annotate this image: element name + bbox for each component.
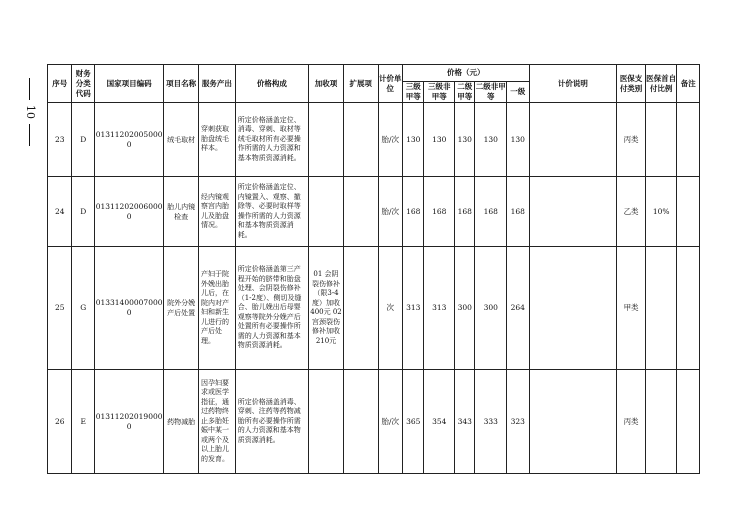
- page-number-dash-bottom: [29, 124, 30, 146]
- cell-remarks: [677, 247, 700, 370]
- cell-self-pay-ratio: [645, 247, 677, 370]
- cell-seq: 26: [48, 370, 72, 474]
- cell-extension: [343, 370, 378, 474]
- cell-insurance-type: 丙类: [617, 103, 646, 177]
- cell-level1: 323: [507, 370, 530, 474]
- cell-service-output: 穿刺获取胎盘绒毛样本。: [198, 103, 235, 177]
- table-row: [48, 103, 700, 177]
- cell-unit: 胎/次: [378, 370, 402, 474]
- header-national-code: 国家项目编码: [94, 65, 163, 103]
- header-self-pay-ratio: 医保首自付比例: [645, 65, 677, 103]
- table-row: [48, 177, 700, 247]
- header-level1: 一级: [507, 82, 530, 103]
- header-level3n: 三级非甲等: [424, 82, 455, 103]
- cell-service-output: 因孕妇要求或医学指征，通过药物终止多胎妊娠中某一或两个及以上胎儿的发育。: [198, 370, 235, 474]
- cell-level1: 168: [507, 177, 530, 247]
- cell-price-composition: 所定价格涵盖消毒、穿刺、注药等药物减胎所有必要操作所需的人力资源和基本物质资源消耗。: [235, 370, 308, 474]
- header-extra-charge: 加收项: [309, 65, 344, 103]
- price-table: [47, 64, 700, 474]
- cell-remarks: [677, 177, 700, 247]
- cell-extension: [343, 103, 378, 177]
- cell-price-composition: 所定价格涵盖第三产程开始的脐带和胎盘处理、会阴裂伤修补（1-2度）、侧切及缝合、胎儿娩出后母婴观察等院外分娩产后处置所有必要操作所需的人力资源和基本物质资源消耗。: [235, 247, 308, 370]
- header-price-group: 价格（元）: [403, 65, 530, 82]
- header-level2a: 二级甲等: [455, 82, 475, 103]
- cell-level1: 130: [507, 103, 530, 177]
- cell-level3n: 313: [424, 247, 455, 370]
- cell-level2n: 333: [475, 370, 507, 474]
- cell-seq: 23: [48, 103, 72, 177]
- cell-level3a: 130: [403, 103, 424, 177]
- cell-extra-charge: [309, 177, 344, 247]
- cell-category-code: G: [72, 247, 94, 370]
- cell-level3n: 130: [424, 103, 455, 177]
- cell-pricing-note: [529, 370, 617, 474]
- cell-pricing-note: [529, 103, 617, 177]
- cell-level3n: 168: [424, 177, 455, 247]
- cell-level2n: 168: [475, 177, 507, 247]
- cell-price-composition: 所定价格涵盖定位、内镜置入、观察、撤除等、必要时取样等操作所需的人力资源和基本物质资源消耗。: [235, 177, 308, 247]
- cell-pricing-note: [529, 247, 617, 370]
- cell-item-name: 院外分娩产后处置: [164, 247, 199, 370]
- cell-service-output: 经内镜观察宫内胎儿及胎盘情况。: [198, 177, 235, 247]
- cell-price-composition: 所定价格涵盖定位、消毒、穿刺、取材等绒毛取材所有必要操作所需的人力资源和基本物质资源消耗。: [235, 103, 308, 177]
- cell-item-name: 绒毛取材: [164, 103, 199, 177]
- cell-insurance-type: 甲类: [617, 247, 646, 370]
- cell-extension: [343, 247, 378, 370]
- cell-category-code: D: [72, 177, 94, 247]
- cell-self-pay-ratio: [645, 103, 677, 177]
- cell-national-code: 013112020190000: [94, 370, 163, 474]
- cell-service-output: 产妇于院外娩出胎儿后，在院内对产妇和新生儿进行的产后处理。: [198, 247, 235, 370]
- cell-level1: 264: [507, 247, 530, 370]
- cell-remarks: [677, 103, 700, 177]
- cell-insurance-type: 乙类: [617, 177, 646, 247]
- header-category-code: 财务分类代码: [72, 65, 94, 103]
- cell-level2a: 168: [455, 177, 475, 247]
- cell-unit: 次: [378, 247, 402, 370]
- header-level2n: 二级非甲等: [475, 82, 506, 101]
- cell-category-code: D: [72, 103, 94, 177]
- cell-seq: 25: [48, 247, 72, 370]
- cell-extension: [343, 177, 378, 247]
- header-seq: 序号: [48, 65, 72, 103]
- cell-extra-charge: 01 会阴裂伤修补（限3-4度）加收400元 02 宫颈裂伤修补加收210元: [309, 247, 344, 370]
- cell-extra-charge: [309, 103, 344, 177]
- table-row: [48, 247, 700, 370]
- cell-level3a: 313: [403, 247, 424, 370]
- page-number: 10: [24, 105, 37, 119]
- cell-level3a: 168: [403, 177, 424, 247]
- header-row-1: [48, 65, 700, 82]
- table-row: [48, 370, 700, 474]
- header-item-name: 项目名称: [164, 65, 199, 103]
- cell-national-code: 013112020060000: [94, 177, 163, 247]
- cell-item-name: 药物减胎: [164, 370, 199, 474]
- cell-insurance-type: 丙类: [617, 370, 646, 474]
- cell-remarks: [677, 370, 700, 474]
- cell-level3a: 365: [403, 370, 424, 474]
- header-pricing-note: 计价说明: [529, 65, 617, 103]
- header-service-output: 服务产出: [198, 65, 235, 103]
- cell-level2a: 343: [455, 370, 475, 474]
- cell-seq: 24: [48, 177, 72, 247]
- cell-unit: 胎/次: [378, 177, 402, 247]
- cell-pricing-note: [529, 177, 617, 247]
- cell-unit: 胎/次: [378, 103, 402, 177]
- cell-item-name: 胎儿内镜检查: [164, 177, 199, 247]
- header-unit: 计价单位: [378, 65, 402, 103]
- header-level3a: 三级甲等: [403, 82, 424, 103]
- cell-self-pay-ratio: [645, 370, 677, 474]
- header-insurance-type: 医保支付类别: [617, 65, 646, 103]
- cell-level2n: 300: [475, 247, 507, 370]
- page-number-dash-top: [29, 78, 30, 100]
- cell-national-code: 013112020050000: [94, 103, 163, 177]
- header-remarks: 备注: [677, 65, 700, 103]
- cell-national-code: 013314000070000: [94, 247, 163, 370]
- cell-category-code: E: [72, 370, 94, 474]
- cell-level2n: 130: [475, 103, 507, 177]
- cell-level2a: 130: [455, 103, 475, 177]
- header-price-composition: 价格构成: [235, 65, 308, 103]
- cell-self-pay-ratio: 10%: [645, 177, 677, 247]
- header-extension: 扩展项: [343, 65, 378, 103]
- cell-level2a: 300: [455, 247, 475, 370]
- cell-level3n: 354: [424, 370, 455, 474]
- cell-extra-charge: [309, 370, 344, 474]
